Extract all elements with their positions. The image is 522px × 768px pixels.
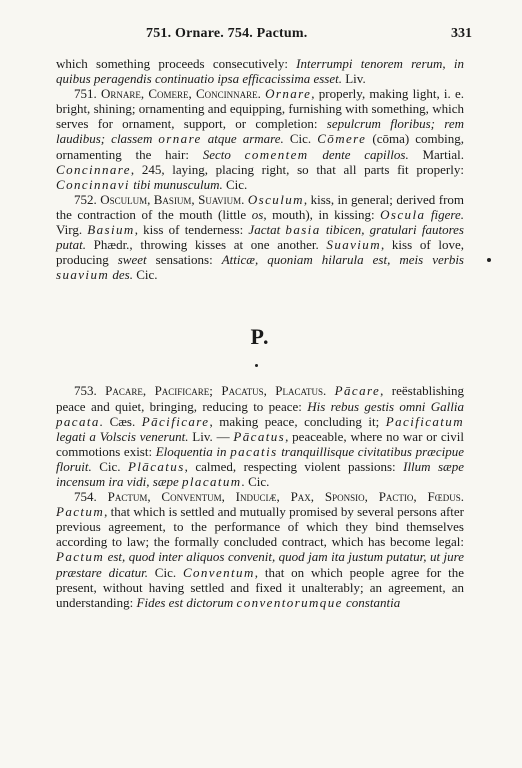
page-number: 331: [451, 26, 472, 41]
entry-heading: Osculum, Basium, Suavium.: [100, 191, 245, 207]
running-header: [56, 26, 472, 56]
entry-heading: Ornare, Comere, Concinnare.: [100, 86, 261, 102]
entry-753: 753. Pacare, Pacificare; Pacatus, Placatus. Pācare, reëstablishing peace and quiet, bringing, reducing to peace: His rebus gestis omni Gallia pacata. Cæs. Pācificare, making peace, concluding it; Pacificatum legati a Volscis venerunt. Liv. — Pācatus, peaceable, where no war or civil commotions exist: Eloquentia in pacatis tranquillisque civitatibus præcipue floruit. Cic. Plācatus, calmed, respecting violent passions: Illum sæpe incensum ira vidi, sæpe placatum. Cic.: [56, 383, 464, 489]
entry-752: 752. Osculum, Basium, Suavium. Osculum, kiss, in general; derived from the contraction of the mouth (little os, mouth), in kissing: Oscula figere. Virg. Basium, kiss of tenderness: Jactat basia tibicen, gratulari fautores putat. Phædr., throwing kisses at one another. Suavium, kiss of love, producing sweet sensations: Atticæ, quoniam hilarula est, meis verbis suavium des. Cic.: [56, 191, 465, 283]
section-letter-heading: P.: [250, 324, 270, 350]
entry-heading: Pacare, Pacificare; Pacatus, Placatus.: [105, 383, 327, 399]
entry-754: 754. Pactum, Conventum, Induciæ, Pax, Sponsio, Pactio, Fœdus. Pactum, that which is settled and mutually promised by several persons after previous agreement, to the performance of which they bind themselves according to law; the formally concluded contract, which has become legal: Pactum est, quod inter aliquos convenit, quod jam ita justum putatur, ut jure præstare dicatur. Cic. Conventum, that on which people agree for the present, without having settled and fixed it unalterably; an agreement, an understanding: Fides est dictorum conventorumque constantia: [56, 489, 464, 610]
entry-751: 751. Ornare, Comere, Concinnare. Ornare, properly, making light, i. e. bright, shining; ornamenting and equipping, furnishing with something, which serves for ornament, support, or completion: sepulcrum floribus; rem laudibus; classem ornare atque armare. Cic. Cōmere (cōma) combing, ornamenting the hair: Secto comentem dente capillos. Martial. Concinnare, 245, laying, placing right, so that all parts fit properly: Concinnavi tibi munusculum. Cic.: [56, 86, 465, 192]
running-title: 751. Ornare. 754. Pactum.: [146, 26, 308, 41]
ink-speck: [487, 258, 491, 262]
upper-text-block: [56, 56, 464, 282]
paragraph-continuation: which something proceeds consecutively: Interrumpi tenorem rerum, in quibus peragendis continuatio ipsa efficacissima esset. Liv.: [56, 56, 464, 87]
ink-speck: [255, 364, 258, 367]
entry-heading: Pactum, Conventum, Induciæ, Pax, Sponsio, Pactio, Fœdus.: [107, 489, 464, 505]
lower-text-block: [56, 383, 464, 609]
